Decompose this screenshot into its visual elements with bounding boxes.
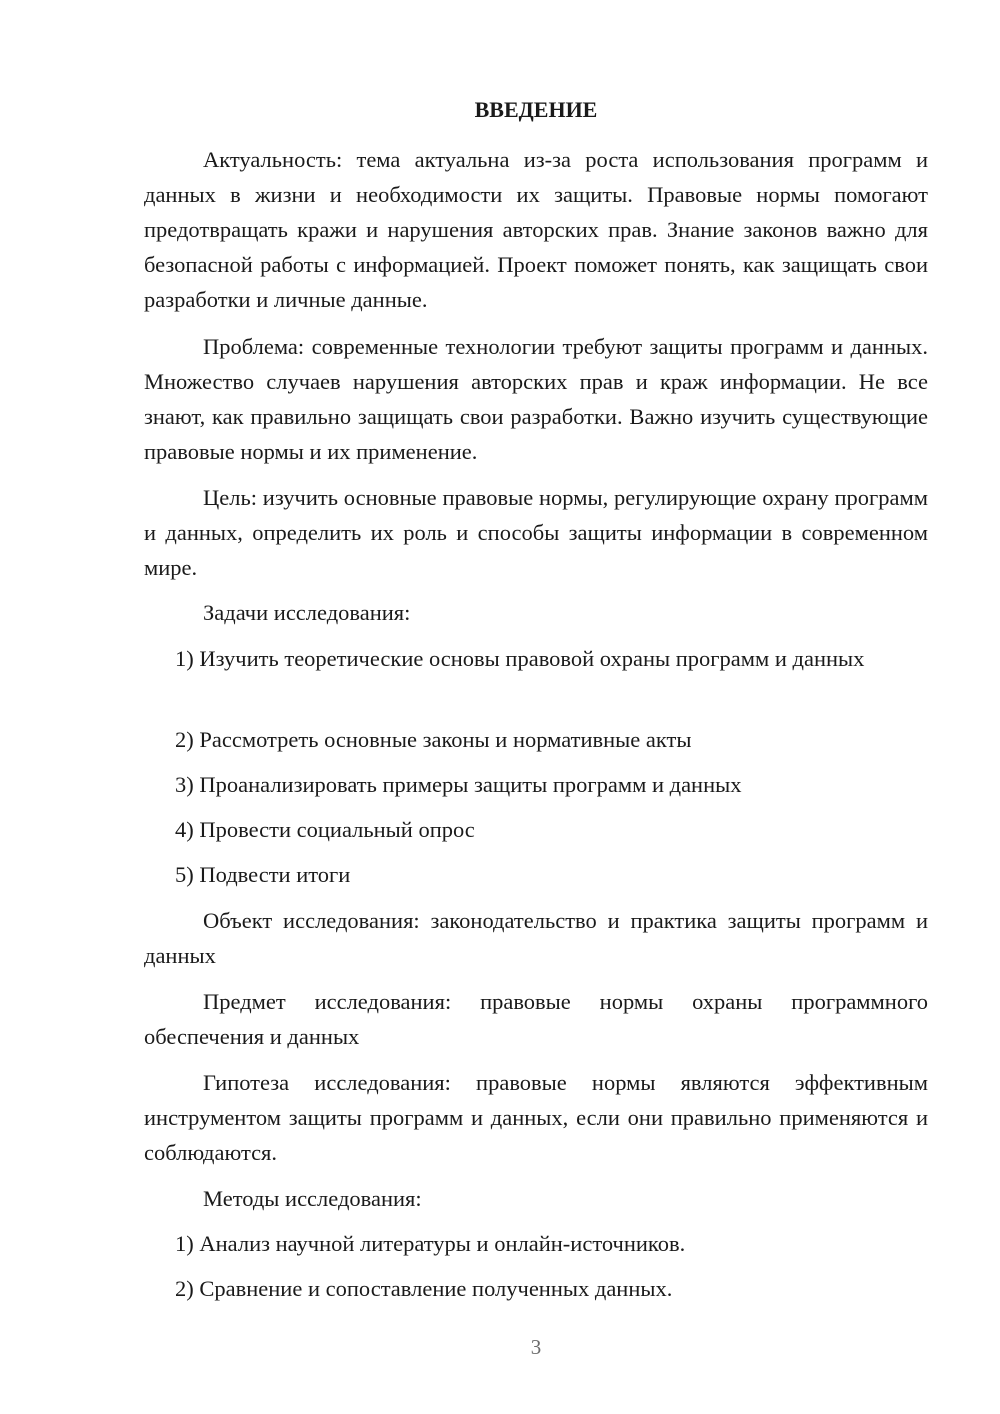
object-paragraph: Объект исследования: законодательство и практика защиты программ и данных	[144, 908, 928, 968]
task-item-3: 3) Проанализировать примеры защиты программ и данных	[175, 772, 742, 797]
method-item-2: 2) Сравнение и сопоставление полученных данных.	[175, 1276, 673, 1301]
problem-paragraph: Проблема: современные технологии требуют защиты программ и данных. Множество случаев нарушения авторских прав и краж информации. Не все знают, как правильно защищать свои разработки. Важно изучить существующие правовые нормы и их применение.	[144, 334, 928, 464]
method-item-1: 1) Анализ научной литературы и онлайн-источников.	[175, 1231, 686, 1256]
document-page	[144, 0, 928, 1414]
goal-paragraph: Цель: изучить основные правовые нормы, регулирующие охрану программ и данных, определить их роль и способы защиты информации в современном мире.	[144, 485, 928, 580]
hypothesis-paragraph: Гипотеза исследования: правовые нормы являются эффективным инструментом защиты программ и данных, если они правильно применяются и соблюдаются.	[144, 1070, 928, 1165]
methods-heading: Методы исследования:	[203, 1186, 422, 1211]
relevance-paragraph: Актуальность: тема актуальна из-за роста использования программ и данных в жизни и необходимости их защиты. Правовые нормы помогают предотвращать кражи и нарушения авторских прав. Знание законов важно для безопасной работы с информацией. Проект поможет понять, как защищать свои разработки и личные данные.	[144, 147, 928, 312]
subject-paragraph: Предмет исследования: правовые нормы охраны программного обеспечения и данных	[144, 989, 928, 1049]
page-number: 3	[530, 1335, 542, 1359]
tasks-heading: Задачи исследования:	[203, 600, 411, 625]
section-title: ВВЕДЕНИЕ	[474, 97, 598, 122]
task-item-1: 1) Изучить теоретические основы правовой охраны программ и данных	[175, 646, 865, 671]
task-item-5: 5) Подвести итоги	[175, 862, 351, 887]
task-item-4: 4) Провести социальный опрос	[175, 817, 475, 842]
task-item-2: 2) Рассмотреть основные законы и нормативные акты	[175, 727, 692, 752]
